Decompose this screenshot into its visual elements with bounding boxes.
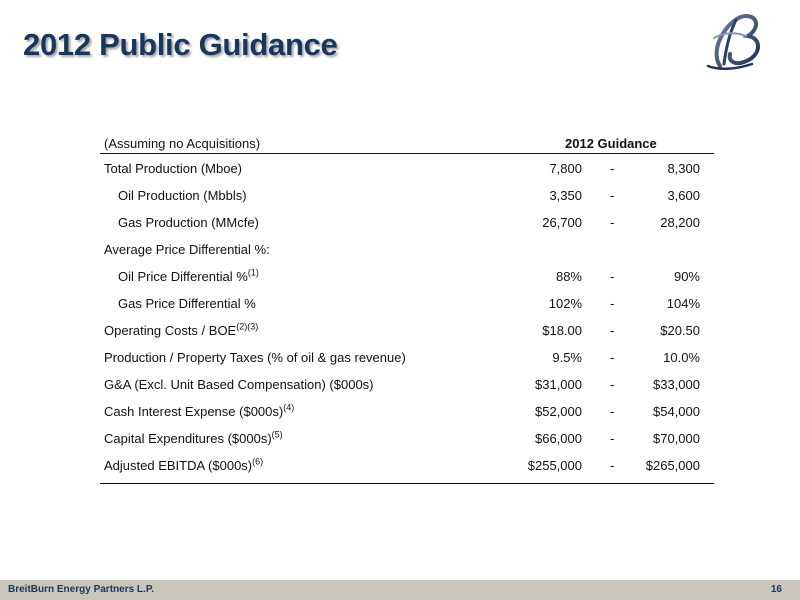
- guidance-high-value: 28,200: [660, 215, 700, 230]
- guidance-high-value: $33,000: [653, 377, 700, 392]
- row-label-text: Average Price Differential %:: [104, 242, 270, 257]
- footnote-marker: (4): [283, 402, 295, 413]
- range-separator: -: [610, 350, 615, 365]
- range-separator: -: [610, 404, 615, 419]
- row-label: [104, 242, 270, 257]
- guidance-low-value: 3,350: [549, 188, 582, 203]
- guidance-low-value: 26,700: [542, 215, 582, 230]
- range-separator: -: [610, 323, 615, 338]
- guidance-table: [100, 134, 714, 484]
- table-row: [100, 157, 714, 184]
- guidance-high-value: 90%: [673, 269, 700, 284]
- table-row: [100, 373, 714, 400]
- guidance-low-value: 88%: [555, 269, 582, 284]
- table-row: [100, 400, 714, 427]
- slide-title: 2012 Public Guidance: [23, 27, 338, 62]
- guidance-low-value: $31,000: [535, 377, 582, 392]
- guidance-high-value: $20.50: [660, 323, 700, 338]
- row-label: [104, 377, 374, 392]
- row-label-text: Oil Production (Mbbls): [118, 188, 247, 203]
- table-bottom-rule: [100, 483, 714, 484]
- range-separator: -: [610, 458, 615, 473]
- table-body: [100, 157, 714, 481]
- table-header: [100, 134, 714, 154]
- row-label-text: G&A (Excl. Unit Based Compensation) ($000s): [104, 377, 374, 392]
- guidance-low-value: $66,000: [535, 431, 582, 446]
- guidance-high-value: $54,000: [653, 404, 700, 419]
- table-row: [100, 292, 714, 319]
- guidance-high-value: $70,000: [653, 431, 700, 446]
- table-row: [100, 454, 714, 481]
- range-separator: -: [610, 215, 615, 230]
- range-separator: -: [610, 269, 615, 284]
- guidance-low-value: $52,000: [535, 404, 582, 419]
- breitburn-logo-icon: [700, 8, 772, 74]
- row-label: [118, 188, 247, 203]
- range-separator: -: [610, 377, 615, 392]
- row-label-text: Oil Price Differential %: [118, 269, 248, 284]
- footnote-marker: (5): [271, 429, 283, 440]
- guidance-high-value: 3,600: [667, 188, 700, 203]
- table-row: [100, 265, 714, 292]
- page-number: 16: [770, 584, 782, 595]
- range-separator: -: [610, 161, 615, 176]
- row-label: [104, 323, 258, 338]
- row-label: [104, 161, 242, 176]
- row-label-text: Total Production (Mboe): [104, 161, 243, 176]
- footer-bar: [0, 580, 800, 600]
- row-label: [118, 269, 259, 284]
- row-label: [104, 458, 263, 473]
- guidance-low-value: $18.00: [542, 323, 582, 338]
- range-separator: -: [610, 431, 615, 446]
- row-label-text: Cash Interest Expense ($000s): [104, 404, 284, 419]
- guidance-low-value: 102%: [548, 296, 582, 311]
- row-label: [104, 350, 406, 365]
- guidance-high-value: $265,000: [645, 458, 700, 473]
- table-row: [100, 211, 714, 238]
- guidance-high-value: 104%: [666, 296, 700, 311]
- guidance-high-value: 10.0%: [663, 350, 700, 365]
- row-label: [118, 296, 256, 311]
- table-row: [100, 427, 714, 454]
- table-row: [100, 319, 714, 346]
- row-label-text: Gas Price Differential %: [118, 296, 256, 311]
- row-label: [104, 404, 294, 419]
- row-label-text: Production / Property Taxes (% of oil & gas revenue): [104, 350, 406, 365]
- assumption-note: (Assuming no Acquisitions): [104, 136, 261, 151]
- guidance-low-value: 9.5%: [552, 350, 582, 365]
- table-row: [100, 238, 714, 265]
- footnote-marker: (2)(3): [236, 321, 259, 332]
- footnote-marker: (6): [252, 456, 264, 467]
- guidance-column-title: 2012 Guidance: [565, 136, 657, 151]
- row-label-text: Operating Costs / BOE: [104, 323, 237, 338]
- table-row: [100, 346, 714, 373]
- guidance-low-value: $255,000: [527, 458, 582, 473]
- footnote-marker: (1): [247, 267, 259, 278]
- range-separator: -: [610, 188, 615, 203]
- guidance-low-value: 7,800: [549, 161, 582, 176]
- row-label: [118, 215, 259, 230]
- row-label: [104, 431, 283, 446]
- guidance-high-value: 8,300: [667, 161, 700, 176]
- row-label-text: Adjusted EBITDA ($000s): [104, 458, 253, 473]
- row-label-text: Capital Expenditures ($000s): [104, 431, 272, 446]
- footer-company-name: BreitBurn Energy Partners L.P.: [8, 584, 154, 595]
- row-label-text: Gas Production (MMcfe): [118, 215, 259, 230]
- table-row: [100, 184, 714, 211]
- range-separator: -: [610, 296, 615, 311]
